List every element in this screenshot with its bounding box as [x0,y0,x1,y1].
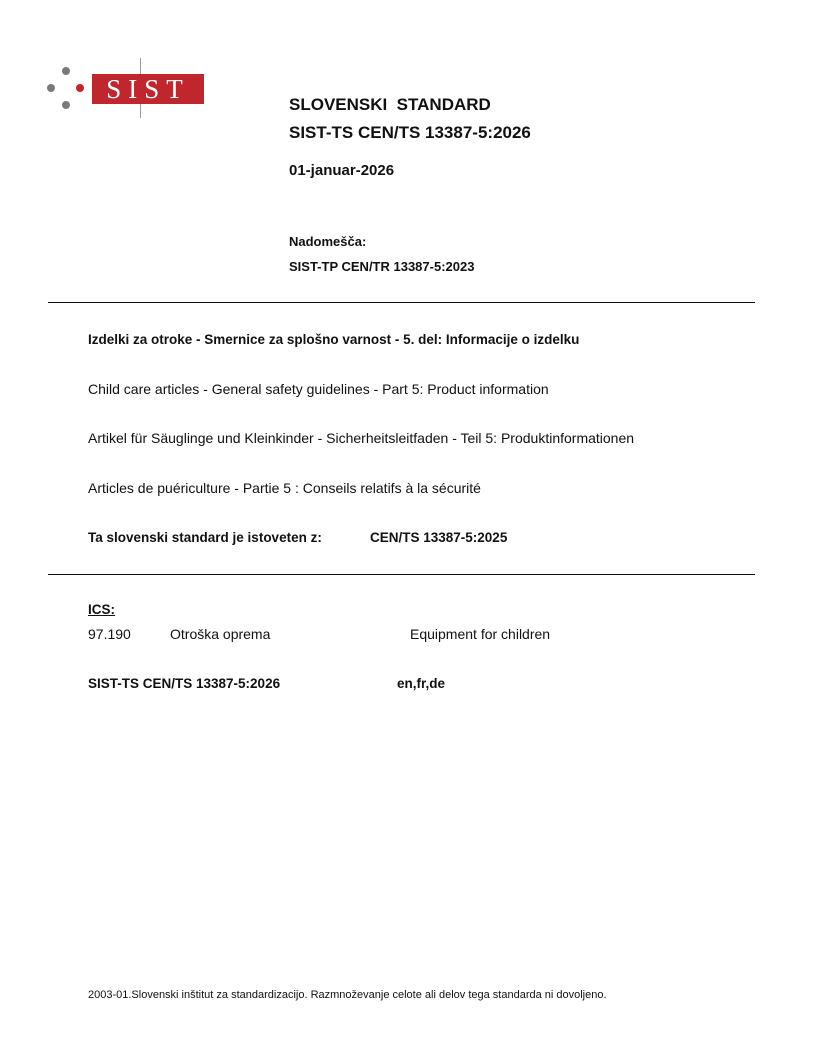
replaces-label: Nadomešča: [289,234,367,249]
title-french: Articles de puériculture - Partie 5 : Conseils relatifs à la sécurité [88,480,481,496]
sist-logo: SIST [92,74,204,104]
divider-bottom [48,574,755,575]
copyright-notice: 2003-01.Slovenski inštitut za standardizacijo. Razmnoževanje celote ali delov tega standarda ni dovoljeno. [88,989,607,1001]
publication-date: 01-januar-2026 [289,162,395,179]
identical-label: Ta slovenski standard je istoveten z: [88,530,322,545]
replaces-value: SIST-TP CEN/TR 13387-5:2023 [289,259,475,274]
standard-type-heading: SLOVENSKI STANDARD [289,95,491,114]
identical-standard [88,530,508,545]
identical-value: CEN/TS 13387-5:2025 [370,530,508,545]
title-german: Artikel für Säuglinge und Kleinkinder - Sicherheitsleitfaden - Teil 5: Produktinformationen [88,430,635,446]
ics-slovenian: Otroška oprema [170,626,271,642]
standard-number-heading: SIST-TS CEN/TS 13387-5:2026 [289,123,531,142]
sist-logo-dots-icon [46,66,86,112]
ics-english: Equipment for children [410,626,551,642]
document-id: SIST-TS CEN/TS 13387-5:2026 [88,676,281,691]
ics-row [88,626,688,646]
document-languages: en,fr,de [397,676,446,691]
divider-top [48,302,755,303]
document-id-row [88,676,588,696]
title-english: Child care articles - General safety guidelines - Part 5: Product information [88,381,549,397]
ics-code: 97.190 [88,626,131,642]
title-slovenian: Izdelki za otroke - Smernice za splošno varnost - 5. del: Informacije o izdelku [88,332,580,347]
ics-label: ICS: [88,602,115,617]
